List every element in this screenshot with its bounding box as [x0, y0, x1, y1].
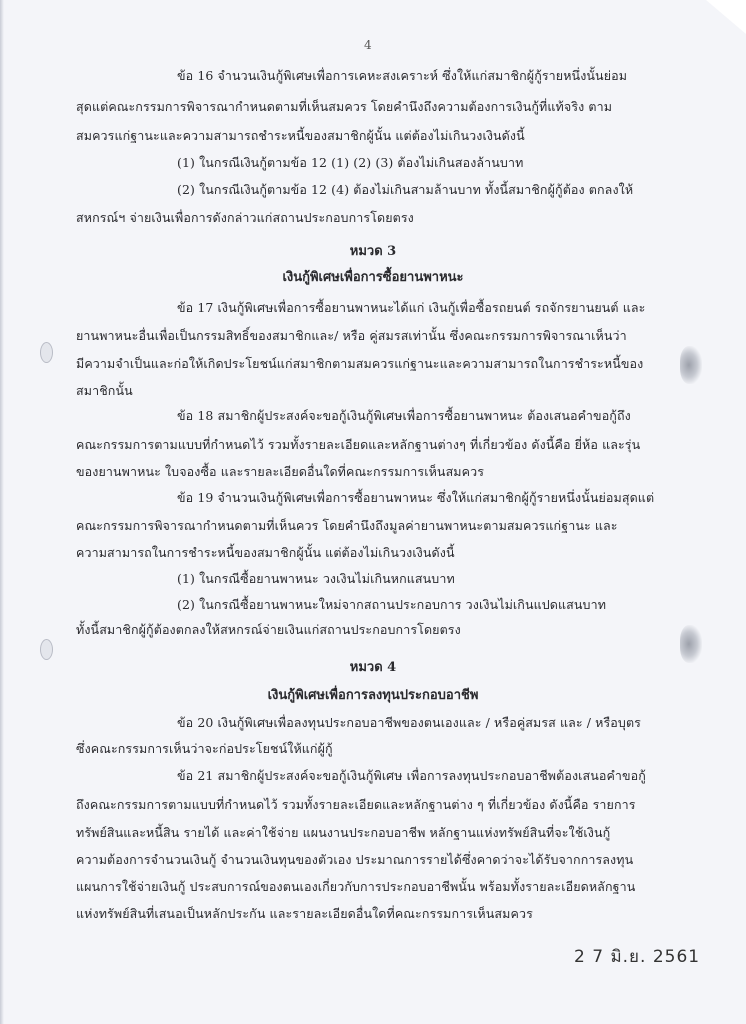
section-4-heading: หมวด 4: [349, 660, 397, 675]
clause-16-item: (2) ในกรณีเงินกู้ตามข้อ 12 (4) ต้องไม่เกินสามล้านบาท ทั้งนี้สมาชิกผู้กู้ต้อง ตกลงให้: [177, 182, 634, 197]
clause-19-item: (1) ในกรณีซื้อยานพาหนะ วงเงินไม่เกินหกแสนบาท: [177, 571, 455, 586]
clause-16-line: ข้อ 16 จำนวนเงินกู้พิเศษเพื่อการเคหะสงเคราะห์ ซึ่งให้แก่สมาชิกผู้กู้รายหนึ่งนั้นย่อม: [177, 68, 628, 83]
clause-16-line: สหกรณ์ฯ จ่ายเงินเพื่อการดังกล่าวแก่สถานประกอบการโดยตรง: [76, 210, 414, 225]
section-4-title: เงินกู้พิเศษเพื่อการลงทุนประกอบอาชีพ: [267, 688, 479, 703]
clause-21-line: ถึงคณะกรรมการตามแบบที่กำหนดไว้ รวมทั้งรายละเอียดและหลักฐานต่าง ๆ ที่เกี่ยวข้อง ดังนี้คือ รายการ: [76, 797, 636, 812]
clause-18-line: ของยานพาหนะ ใบจองซื้อ และรายละเอียดอื่นใดที่คณะกรรมการเห็นสมควร: [76, 464, 485, 479]
clause-20-line: ข้อ 20 เงินกู้พิเศษเพื่อลงทุนประกอบอาชีพของตนเองและ / หรือคู่สมรส และ / หรือบุตร: [177, 715, 641, 730]
clause-16-line: สุดแต่คณะกรรมการพิจารณากำหนดตามที่เห็นสมควร โดยคำนึงถึงความต้องการเงินกู้ที่แท้จริง ตาม: [76, 99, 613, 114]
clause-21-line: ข้อ 21 สมาชิกผู้ประสงค์จะขอกู้เงินกู้พิเศษ เพื่อการลงทุนประกอบอาชีพต้องเสนอคำขอกู้: [177, 768, 646, 783]
clause-17-line: มีความจำเป็นและก่อให้เกิดประโยชน์แก่สมาชิกตามสมควรแก่ฐานะและความสามารถในการชำระหนี้ของ: [76, 356, 644, 371]
date-stamp: 2 7 มิ.ย. 2561: [574, 947, 701, 967]
clause-21-line: แห่งทรัพย์สินที่เสนอเป็นหลักประกัน และรายละเอียดอื่นใดที่คณะกรรมการเห็นสมควร: [76, 906, 533, 921]
clause-18-line: ข้อ 18 สมาชิกผู้ประสงค์จะขอกู้เงินกู้พิเศษเพื่อการซื้อยานพาหนะ ต้องเสนอคำขอกู้ถึง: [177, 408, 631, 423]
clause-21-line: แผนการใช้จ่ายเงินกู้ ประสบการณ์ของตนเองเกี่ยวกับการประกอบอาชีพนั้น พร้อมทั้งรายละเอียดหลักฐาน: [76, 879, 636, 894]
folded-corner: [706, 0, 746, 34]
clause-19-line: ข้อ 19 จำนวนเงินกู้พิเศษเพื่อการซื้อยานพาหนะ ซึ่งให้แก่สมาชิกผู้กู้รายหนึ่งนั้นย่อมสุดแต่: [177, 490, 655, 505]
clause-17-line: สมาชิกนั้น: [76, 383, 133, 398]
clause-19-line: ทั้งนี้สมาชิกผู้กู้ต้องตกลงให้สหกรณ์จ่ายเงินแก่สถานประกอบการโดยตรง: [76, 622, 461, 637]
binder-hole: [40, 639, 53, 660]
binder-hole: [40, 342, 53, 363]
clause-16-item: (1) ในกรณีเงินกู้ตามข้อ 12 (1) (2) (3) ต้องไม่เกินสองล้านบาท: [177, 155, 524, 170]
clause-17-line: ยานพาหนะอื่นเพื่อเป็นกรรมสิทธิ์ของสมาชิกและ/ หรือ คู่สมรสเท่านั้น ซึ่งคณะกรรมการพิจารณาเห็นว่า: [76, 328, 627, 343]
punch-mark: [680, 346, 702, 384]
section-3-title: เงินกู้พิเศษเพื่อการซื้อยานพาหนะ: [282, 270, 464, 285]
clause-19-line: ความสามารถในการชำระหนี้ของสมาชิกผู้นั้น แต่ต้องไม่เกินวงเงินดังนี้: [76, 545, 455, 560]
clause-18-line: คณะกรรมการตามแบบที่กำหนดไว้ รวมทั้งรายละเอียดและหลักฐานต่างๆ ที่เกี่ยวข้อง ดังนี้คือ ยี่ห้อ และรุ่น: [76, 437, 641, 452]
clause-20-line: ซึ่งคณะกรรมการเห็นว่าจะก่อประโยชน์ให้แก่ผู้กู้: [76, 741, 333, 756]
section-3-heading: หมวด 3: [349, 244, 397, 259]
clause-19-line: คณะกรรมการพิจารณากำหนดตามที่เห็นควร โดยคำนึงถึงมูลค่ายานพาหนะตามสมควรแก่ฐานะ และ: [76, 518, 618, 533]
clause-19-item: (2) ในกรณีซื้อยานพาหนะใหม่จากสถานประกอบการ วงเงินไม่เกินแปดแสนบาท: [177, 597, 607, 612]
clause-21-line: ทรัพย์สินและหนี้สิน รายได้ และค่าใช้จ่าย แผนงานประกอบอาชีพ หลักฐานแห่งทรัพย์สินที่จะใช้เงินกู้: [76, 825, 611, 840]
page-shadow-edge: [0, 0, 4, 1024]
clause-16-line: สมควรแก่ฐานะและความสามารถชำระหนี้ของสมาชิกผู้นั้น แต่ต้องไม่เกินวงเงินดังนี้: [76, 128, 525, 143]
clause-17-line: ข้อ 17 เงินกู้พิเศษเพื่อการซื้อยานพาหนะได้แก่ เงินกู้เพื่อซื้อรถยนต์ รถจักรยานยนต์ และ: [177, 300, 646, 315]
clause-21-line: ความต้องการจำนวนเงินกู้ จำนวนเงินทุนของตัวเอง ประมาณการรายได้ซึ่งคาดว่าจะได้รับจากการลงทุน: [76, 852, 634, 867]
punch-mark: [680, 625, 702, 663]
page-number: 4: [364, 38, 372, 52]
